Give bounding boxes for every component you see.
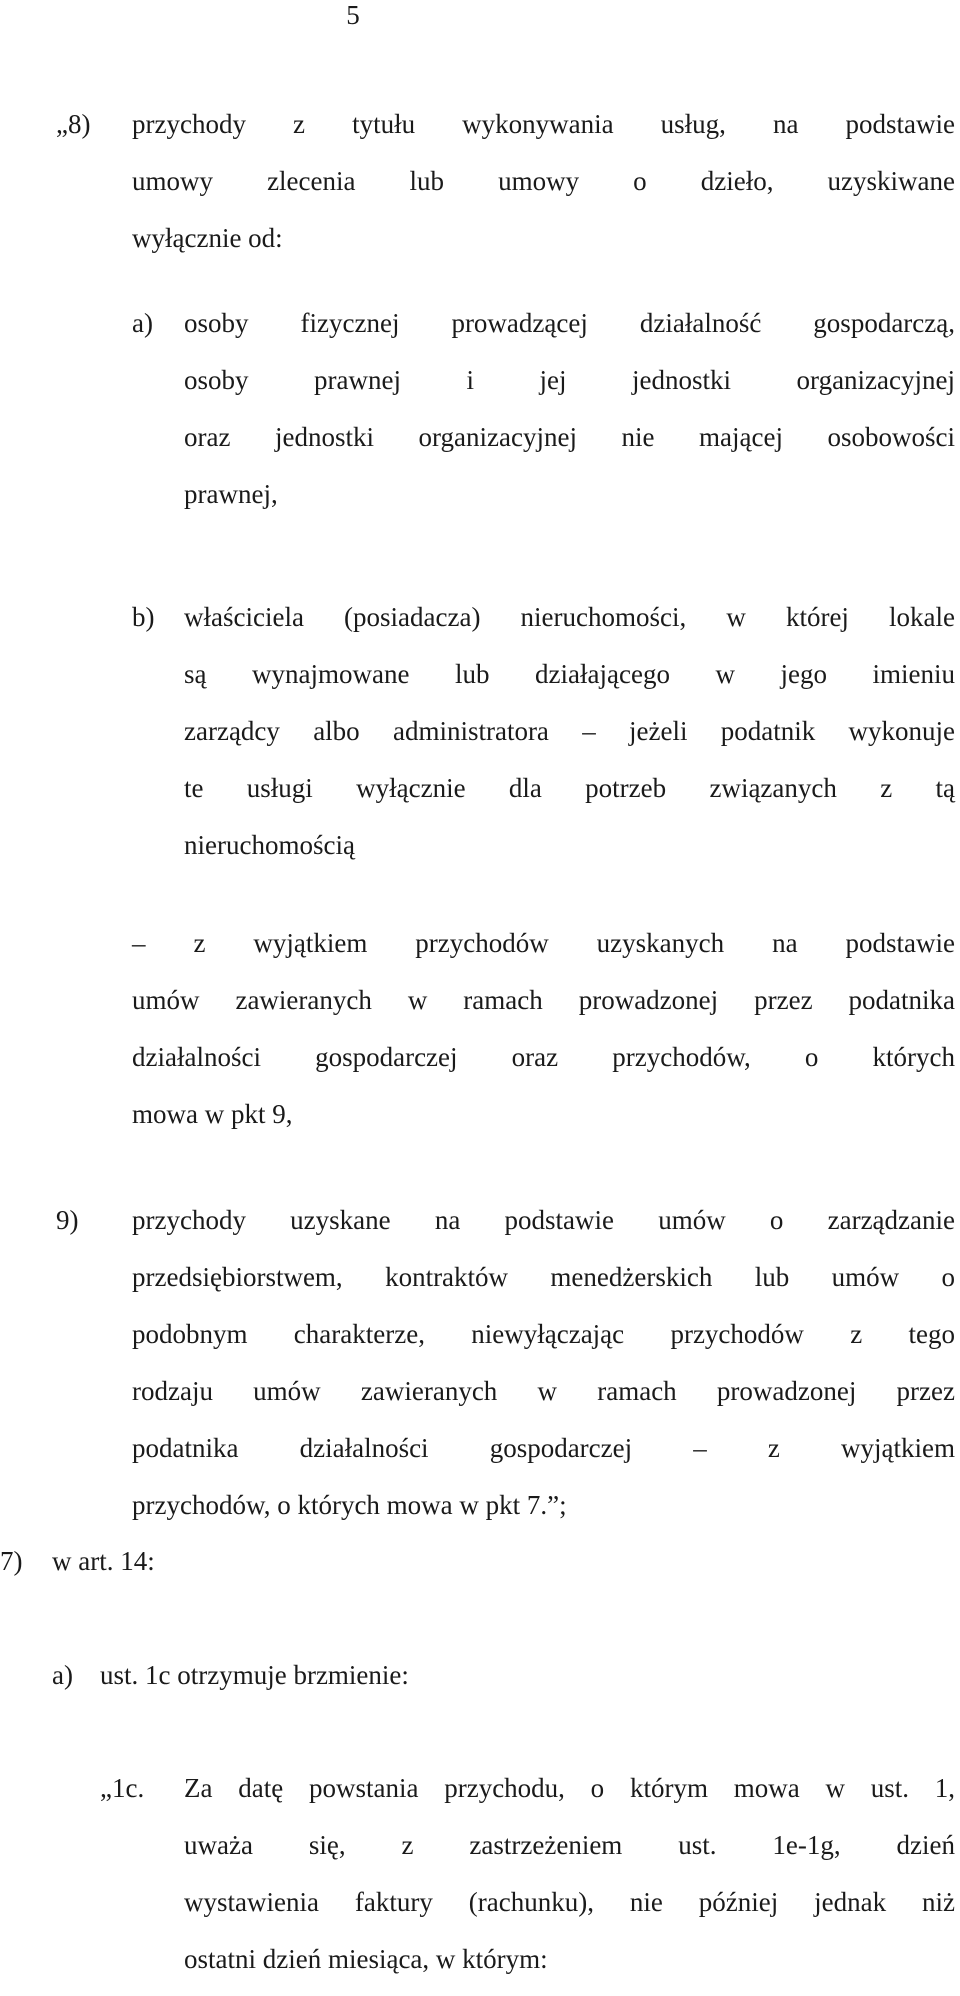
- text-line: umowy zlecenia lub umowy o dzieło, uzyskiwane: [132, 166, 955, 196]
- text-line: wyłącznie od:: [132, 223, 283, 253]
- text-line: osoby prawnej i jej jednostki organizacyjnej: [184, 365, 955, 395]
- text-line: oraz jednostki organizacyjnej nie mającej osobowości: [184, 422, 955, 452]
- text-line: mowa w pkt 9,: [132, 1099, 293, 1129]
- item-9-label: 9): [56, 1205, 79, 1235]
- text-line: przedsiębiorstwem, kontraktów menedżerskich lub umów o: [132, 1262, 955, 1292]
- text-line: przychody uzyskane na podstawie umów o zarządzanie: [132, 1205, 955, 1235]
- text-line: Za datę powstania przychodu, o którym mowa w ust. 1,: [184, 1773, 955, 1803]
- text-line: wystawienia faktury (rachunku), nie później jednak niż: [184, 1887, 955, 1917]
- text-line: – z wyjątkiem przychodów uzyskanych na podstawie: [132, 928, 955, 958]
- text-line: właściciela (posiadacza) nieruchomości, w której lokale: [184, 602, 955, 632]
- text-line: zarządcy albo administratora – jeżeli podatnik wykonuje: [184, 716, 955, 746]
- text-line: te usługi wyłącznie dla potrzeb związanych z tą: [184, 773, 955, 803]
- item-8a-text: [184, 295, 955, 523]
- item-9-text: [132, 1192, 955, 1534]
- text-line: działalności gospodarczej oraz przychodów, o których: [132, 1042, 955, 1072]
- item-7-text: w art. 14:: [52, 1546, 155, 1576]
- item-7a-label: a): [52, 1660, 73, 1690]
- text-line: nieruchomością: [184, 830, 355, 860]
- ust-1c-text: [184, 1760, 955, 1988]
- text-line: podatnika działalności gospodarczej – z wyjątkiem: [132, 1433, 955, 1463]
- item-8b-label: b): [132, 602, 155, 632]
- text-line: uważa się, z zastrzeżeniem ust. 1e-1g, dzień: [184, 1830, 955, 1860]
- item-7a-text: ust. 1c otrzymuje brzmienie:: [100, 1660, 409, 1690]
- text-line: prawnej,: [184, 479, 278, 509]
- item-8-exception-text: [132, 915, 955, 1143]
- item-8b-text: [184, 589, 955, 874]
- text-line: ostatni dzień miesiąca, w którym:: [184, 1944, 548, 1974]
- text-line: umów zawieranych w ramach prowadzonej przez podatnika: [132, 985, 955, 1015]
- item-8-text: [132, 96, 955, 267]
- text-line: są wynajmowane lub działającego w jego imieniu: [184, 659, 955, 689]
- text-line: podobnym charakterze, niewyłączając przychodów z tego: [132, 1319, 955, 1349]
- item-7-label: 7): [0, 1546, 23, 1576]
- text-line: osoby fizycznej prowadzącej działalność gospodarczą,: [184, 308, 955, 338]
- item-8a-label: a): [132, 308, 153, 338]
- item-8-label: „8): [56, 109, 91, 139]
- text-line: rodzaju umów zawieranych w ramach prowadzonej przez: [132, 1376, 955, 1406]
- text-line: przychodów, o których mowa w pkt 7.”;: [132, 1490, 567, 1520]
- page-number: 5: [346, 0, 360, 30]
- text-line: przychody z tytułu wykonywania usług, na podstawie: [132, 109, 955, 139]
- ust-1c-label: „1c.: [100, 1773, 145, 1803]
